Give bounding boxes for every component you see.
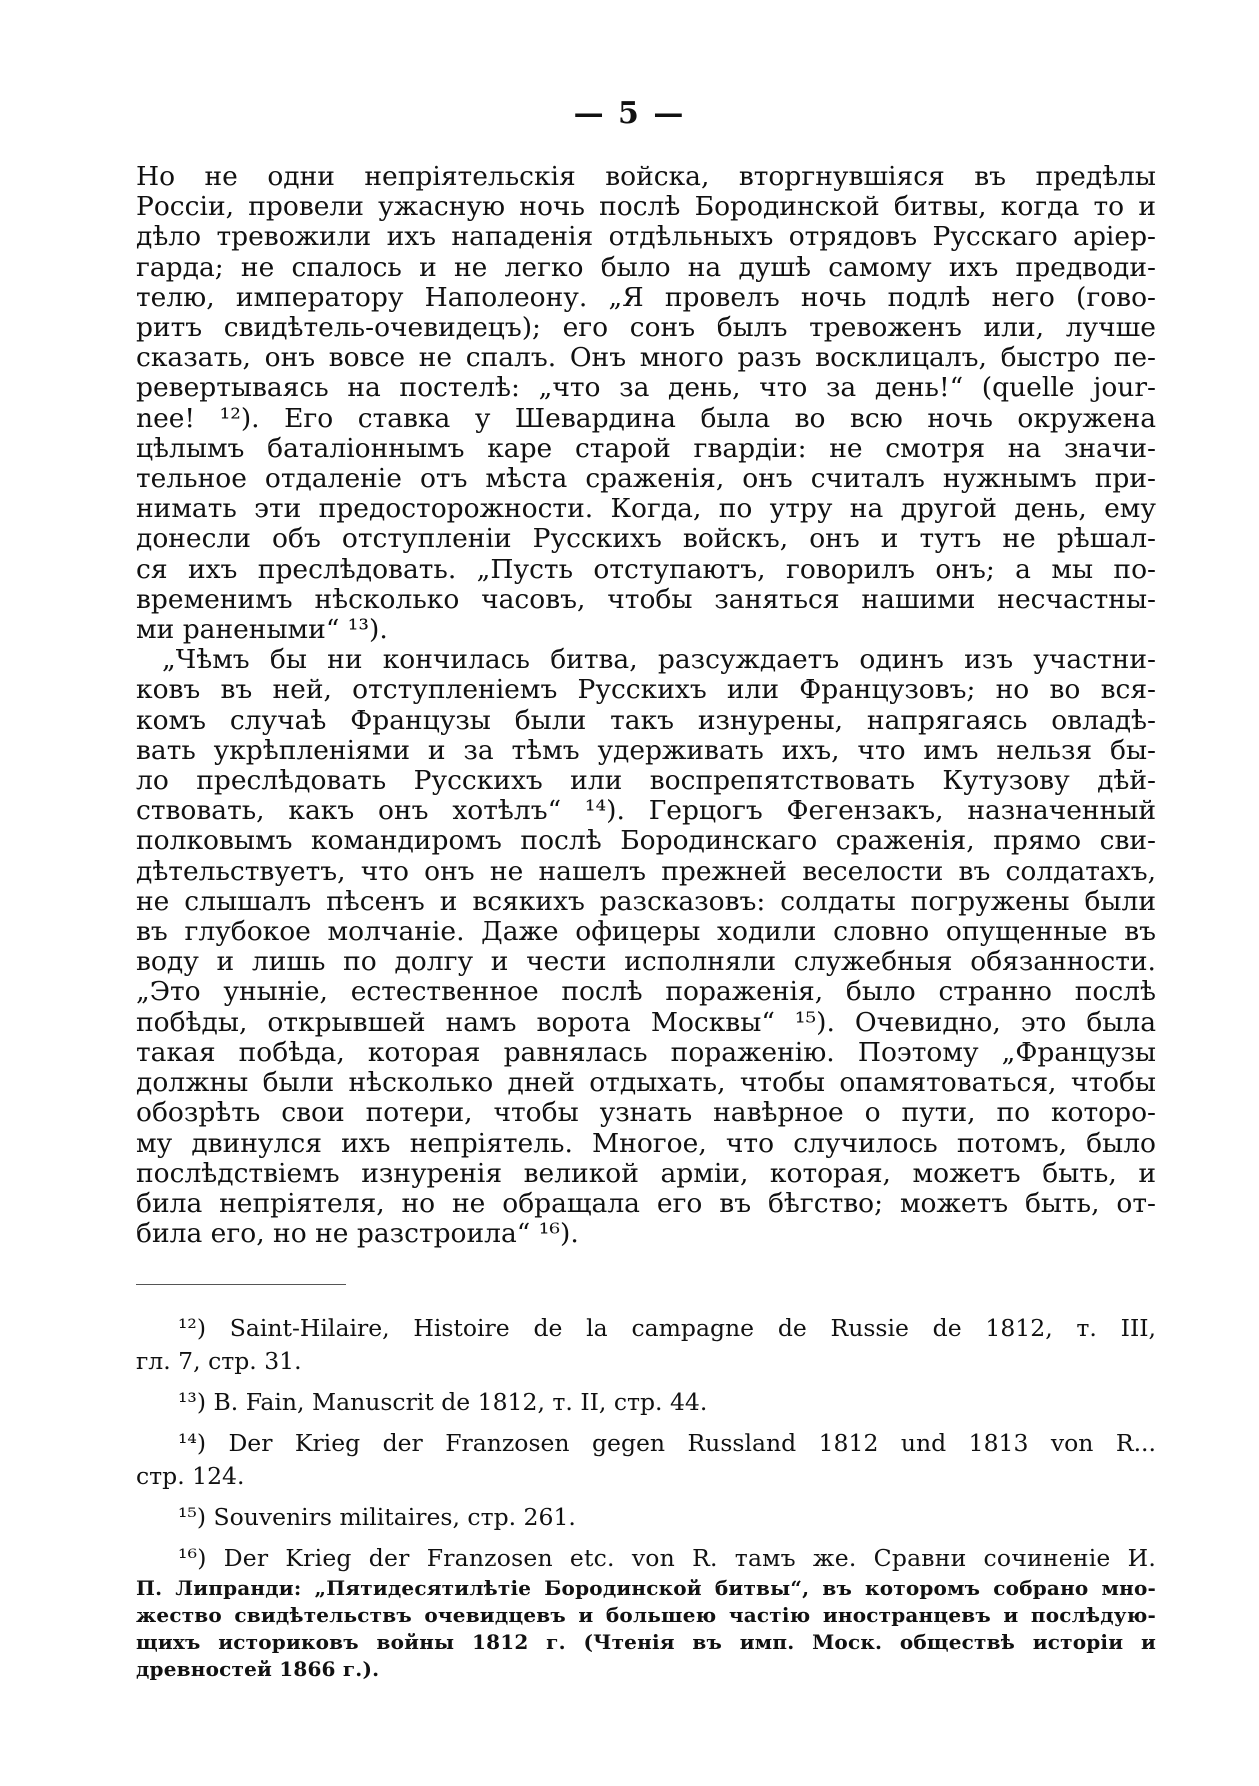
text-line: полковымъ командиромъ послѣ Бородинскаго сраженія, прямо сви- — [136, 826, 1156, 857]
footnote-line: ¹⁶) Der Krieg der Franzosen etc. von R. тамъ же. Сравни сочиненіе И. — [178, 1544, 1156, 1572]
footnote-14 — [136, 1427, 1156, 1493]
text-line: воду и лишь по долгу и чести исполняли служебныя обязанности. — [136, 947, 1156, 978]
text-line: въ глубокое молчаніе. Даже офицеры ходили словно опущенные въ — [136, 917, 1156, 948]
text-line: нимать эти предосторожности. Когда, по утру на другой день, ему — [136, 494, 1156, 525]
text-line: „Чѣмъ бы ни кончилась битва, разсуждаетъ одинъ изъ участни- — [162, 645, 1156, 676]
text-line: била его, но не разстроила“ ¹⁶). — [136, 1219, 579, 1250]
text-line: комъ случаѣ Французы были такъ изнурены, напрягаясь овладѣ- — [136, 705, 1156, 736]
text-line: му двинулся ихъ непріятель. Многое, что случилось потомъ, было — [136, 1128, 1156, 1159]
footnote-13 — [136, 1386, 1156, 1419]
text-line: сказать, онъ вовсе не спалъ. Онъ много разъ восклицалъ, быстро пе- — [136, 343, 1156, 374]
footnote-line: ¹³) B. Fain, Manuscrit de 1812, т. II, стр. 44. — [178, 1388, 708, 1416]
text-line: ритъ свидѣтель-очевидецъ); его сонъ былъ тревоженъ или, лучше — [136, 313, 1156, 344]
text-line: побѣды, открывшей намъ ворота Москвы“ ¹⁵). Очевидно, это была — [136, 1007, 1156, 1038]
footnote-12 — [136, 1312, 1156, 1378]
text-line: ло преслѣдовать Русскихъ или воспрепятствовать Кутузову дѣй- — [136, 766, 1156, 797]
footnotes — [136, 1312, 1156, 1691]
text-line: била непріятеля, но не обращала его въ бѣгство; можетъ быть, от- — [136, 1188, 1156, 1219]
text-line: дѣло тревожили ихъ нападенія отдѣльныхъ отрядовъ Русскаго аріер- — [136, 222, 1156, 253]
main-text — [136, 162, 1156, 1249]
footnote-line: древностей 1866 г.). — [136, 1657, 380, 1681]
footnote-15 — [136, 1501, 1156, 1534]
text-line: цѣлымъ баталіоннымъ каре старой гвардіи: не смотря на значи- — [136, 433, 1156, 464]
text-line: временимъ нѣсколько часовъ, чтобы заняться нашими несчастны- — [136, 584, 1156, 615]
text-line: гарда; не спалось и не легко было на душѣ самому ихъ предводи- — [136, 252, 1156, 283]
text-line: должны были нѣсколько дней отдыхать, чтобы опамятоваться, чтобы — [136, 1068, 1156, 1099]
text-line: дѣтельствуетъ, что онъ не нашелъ прежней веселости въ солдатахъ, — [136, 856, 1156, 887]
text-line: ковъ въ ней, отступленіемъ Русскихъ или Французовъ; но во вся- — [136, 675, 1156, 706]
footnote-line: ¹⁴) Der Krieg der Franzosen gegen Russland 1812 und 1813 von R... — [178, 1429, 1156, 1457]
text-line: донесли объ отступленіи Русскихъ войскъ, онъ и тутъ не рѣшал- — [136, 524, 1156, 555]
text-line: послѣдствіемъ изнуренія великой арміи, которая, можетъ быть, и — [136, 1158, 1156, 1189]
footnote-line: П. Липранди: „Пятидесятилѣтіе Бородинской битвы“, въ которомъ собрано мно- — [136, 1576, 1156, 1600]
footnote-line: жество свидѣтельствъ очевидцевъ и большею частію иностранцевъ и послѣдую- — [136, 1603, 1156, 1627]
text-line: не слышалъ пѣсенъ и всякихъ разсказовъ: солдаты погружены были — [136, 886, 1156, 917]
footnote-line: щихъ историковъ войны 1812 г. (Чтенія въ имп. Моск. обществѣ исторіи и — [136, 1630, 1156, 1654]
footnote-line: ¹²) Saint-Hilaire, Histoire de la campagne de Russie de 1812, т. III, — [178, 1314, 1156, 1342]
footnote-line: ¹⁵) Souvenirs militaires, стр. 261. — [178, 1503, 576, 1531]
text-line: ствовать, какъ онъ хотѣлъ“ ¹⁴). Герцогъ Фегензакъ, назначенный — [136, 796, 1156, 827]
text-line: ся ихъ преслѣдовать. „Пусть отступаютъ, говорилъ онъ; а мы по- — [136, 554, 1156, 585]
text-line: тельное отдаленіе отъ мѣста сраженія, онъ считалъ нужнымъ при- — [136, 464, 1156, 495]
text-line: nee! ¹²). Его ставка у Шевардина была во всю ночь окружена — [136, 403, 1156, 434]
footnote-line: гл. 7, стр. 31. — [136, 1347, 302, 1375]
footnote-16 — [136, 1542, 1156, 1683]
footnote-line: стр. 124. — [136, 1462, 245, 1490]
text-line: Россіи, провели ужасную ночь послѣ Бородинской битвы, когда то и — [136, 192, 1156, 223]
text-line: такая побѣда, которая равнялась пораженію. Поэтому „Французы — [136, 1037, 1156, 1068]
text-line: Но не одни непріятельскія войска, вторгнувшіяся въ предѣлы — [136, 162, 1156, 192]
text-line: ми ранеными“ ¹³). — [136, 615, 388, 646]
text-line: ревертываясь на постелѣ: „что за день, что за день!“ (quelle jour- — [136, 373, 1156, 404]
text-line: обозрѣть свои потери, чтобы узнать навѣрное о пути, по которо- — [136, 1098, 1156, 1129]
text-line: телю, императору Наполеону. „Я провелъ ночь подлѣ него (гово- — [136, 282, 1156, 313]
text-line: „Это уныніе, естественное послѣ пораженія, было странно послѣ — [136, 977, 1156, 1008]
footnote-separator — [136, 1284, 346, 1285]
text-line: вать укрѣпленіями и за тѣмъ удерживать ихъ, что имъ нельзя бы- — [136, 735, 1156, 766]
page-number: — 5 — — [573, 96, 686, 131]
